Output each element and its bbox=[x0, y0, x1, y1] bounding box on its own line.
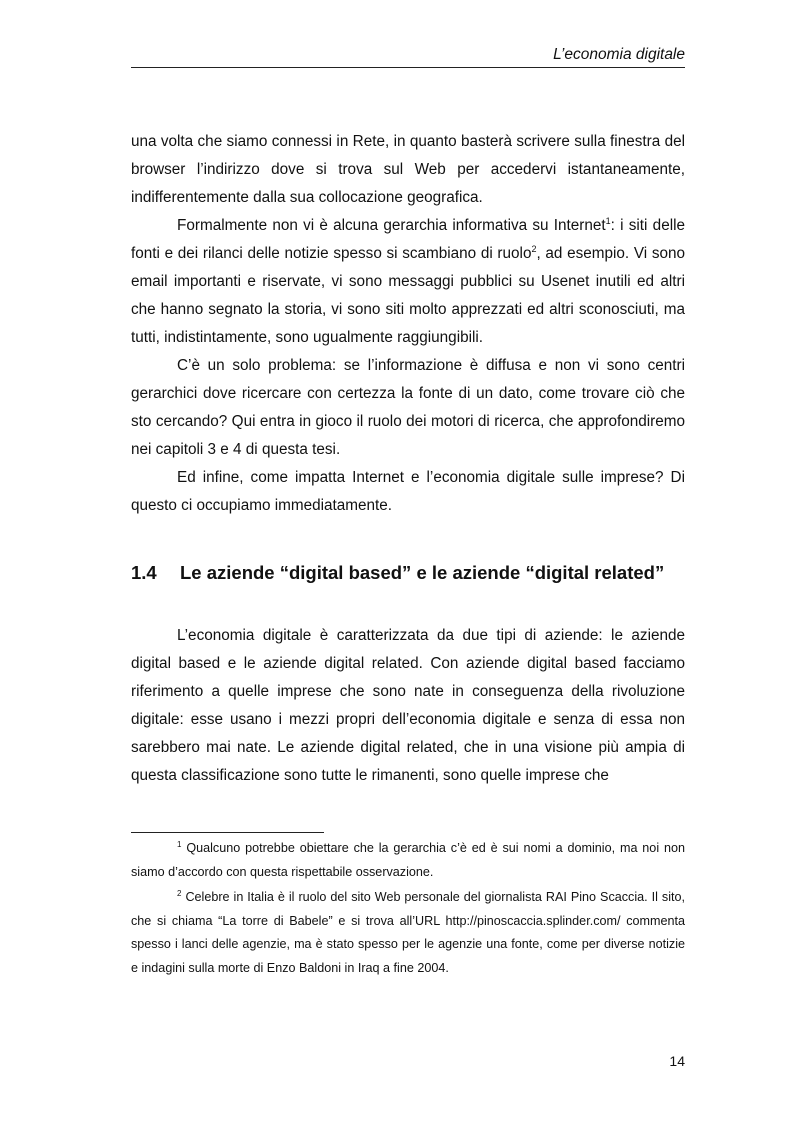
paragraph-2-part-b: : i siti delle fonti e dei rilanci delle notizie spesso si scambiano di ruolo bbox=[131, 217, 685, 262]
footnote-ref-1[interactable]: 1 bbox=[605, 215, 611, 226]
page-number: 14 bbox=[669, 1053, 685, 1069]
paragraph-2-part-c: , ad esempio. Vi sono email importanti e riservate, vi sono messaggi pubblici su Usenet inutili ed altri che hanno segnato la storia, vi sono siti molto apprezzati ed altri sconosciuti, ma tutti, indistintamente, sono ugualmente raggiungibili. bbox=[131, 245, 685, 346]
paragraph-1: una volta che siamo connessi in Rete, in quanto basterà scrivere sulla finestra del browser l’indirizzo dove si trova sul Web per accedervi istantaneamente, indifferentemente dalla sua collocazione geografica. bbox=[131, 133, 685, 206]
paragraph-2 bbox=[131, 212, 685, 352]
body-text bbox=[131, 128, 685, 520]
footnote-1-text: Qualcuno potrebbe obiettare che la gerarchia c’è ed è sui nomi a dominio, ma noi non siamo d’accordo con questa rispettabile osservazione. bbox=[131, 841, 685, 879]
running-header: L’economia digitale bbox=[553, 46, 685, 63]
paragraph-4: Ed infine, come impatta Internet e l’economia digitale sulle imprese? Di questo ci occupiamo immediatamente. bbox=[131, 469, 685, 514]
footnote-1 bbox=[131, 837, 685, 884]
section-number: 1.4 bbox=[131, 562, 157, 583]
footnote-2-text: Celebre in Italia è il ruolo del sito Web personale del giornalista RAI Pino Scaccia. Il sito, che si chiama “La torre di Babele” e si trova all’URL http://pinoscaccia.splinder.com/ commenta spesso i lanci delle agenzie, ma è stato spesso per le agenzie una fonte, come per diverse notizie e indagini sulla morte di Enzo Baldoni in Iraq a fine 2004. bbox=[131, 890, 685, 975]
footnote-2 bbox=[131, 886, 685, 980]
header-rule bbox=[131, 67, 685, 68]
section-paragraph: L’economia digitale è caratterizzata da due tipi di aziende: le aziende digital based e le aziende digital related. Con aziende digital based facciamo riferimento a quelle imprese che sono nate in conseguenza della rivoluzione digitale: esse usano i mezzi propri dell’economia digitale e senza di essa non sarebbero mai nate. Le aziende digital related, che in una visione più ampia di questa classificazione sono tutte le rimanenti, sono quelle imprese che bbox=[131, 627, 685, 784]
section-body bbox=[131, 622, 685, 790]
paragraph-2-part-a: Formalmente non vi è alcuna gerarchia informativa su Internet bbox=[177, 217, 606, 234]
footnote-ref-2[interactable]: 2 bbox=[531, 243, 537, 254]
section-heading bbox=[131, 562, 691, 584]
footnote-marker-2: 2 bbox=[177, 888, 182, 898]
section-title: Le aziende “digital based” e le aziende “digital related” bbox=[180, 562, 665, 583]
footnotes bbox=[131, 837, 685, 980]
paragraph-3: C’è un solo problema: se l’informazione è diffusa e non vi sono centri gerarchici dove ricercare con certezza la fonte di un dato, come trovare ciò che sto cercando? Qui entra in gioco il ruolo dei motori di ricerca, che approfondiremo nei capitoli 3 e 4 di questa tesi. bbox=[131, 357, 685, 458]
footnote-marker-1: 1 bbox=[177, 839, 182, 849]
footnote-rule bbox=[131, 832, 324, 833]
